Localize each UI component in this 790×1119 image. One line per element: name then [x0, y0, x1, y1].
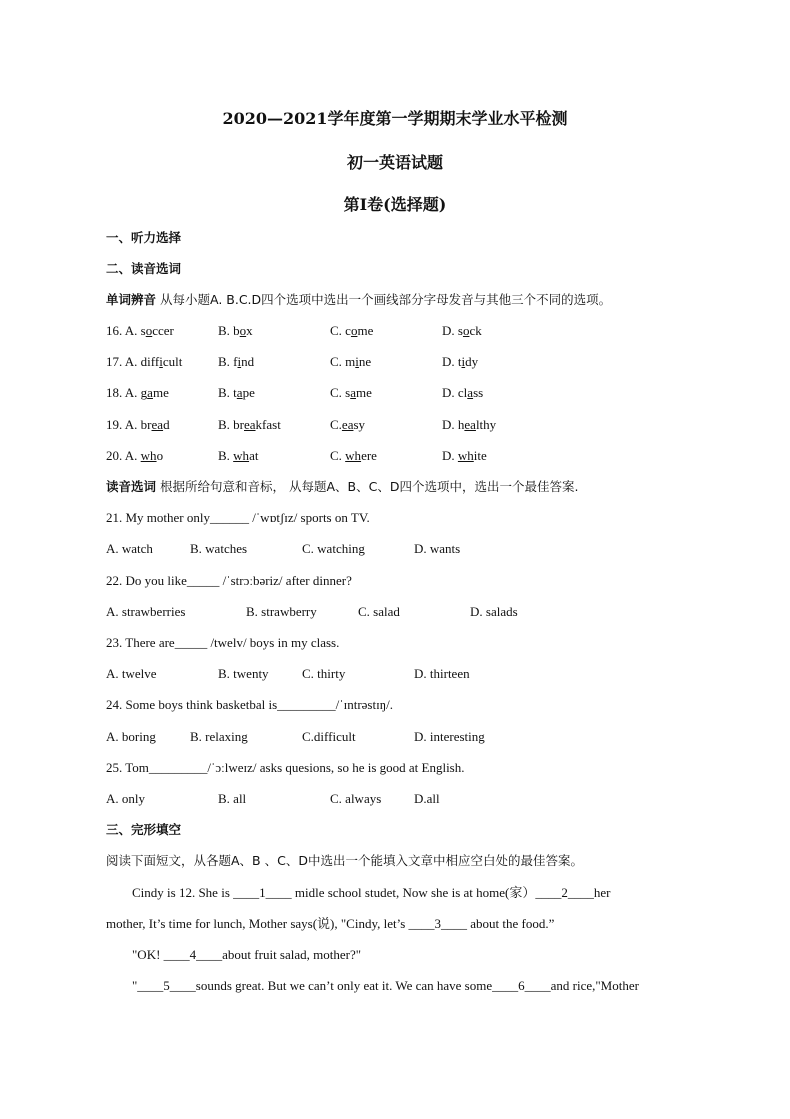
question-stem: 25. Tom_________/ˈɔːlweɪz/ asks quesions, so he is good at English. — [106, 760, 465, 775]
answer-option: B. watches — [190, 541, 248, 556]
word-part: cult — [162, 354, 183, 369]
word-part: br — [140, 417, 152, 432]
phonics-option-c — [330, 385, 372, 401]
phonics-option-a — [106, 385, 169, 401]
word-part: D. s — [442, 323, 463, 338]
answer-option: D. thirteen — [414, 666, 470, 681]
underlined-letters: ea — [244, 417, 256, 432]
reading-instruction-label: 读音选词 — [106, 479, 157, 494]
underlined-letters: a — [467, 385, 474, 400]
underlined-letters: a — [236, 385, 243, 400]
underlined-letters: o — [239, 323, 247, 338]
answer-option: A. strawberries — [106, 604, 186, 619]
word-part: at — [249, 448, 259, 463]
underlined-letters: ea — [464, 417, 476, 432]
passage-line: "____5____sounds great. But we can’t only eat it. We can have some____6____and rice,"Mother — [132, 978, 639, 993]
word-part: D. h — [442, 417, 465, 432]
answer-option: C. thirty — [302, 666, 346, 681]
answer-option: A. twelve — [106, 666, 157, 681]
phonics-option-b — [218, 417, 281, 433]
word-part: B. — [218, 448, 234, 463]
section-listening: 一、听力选择 — [106, 230, 182, 245]
question-number: 18. A. — [106, 385, 141, 400]
reading-instruction — [106, 479, 578, 495]
answer-option: D.all — [414, 791, 440, 806]
underlined-letters: wh — [140, 448, 157, 463]
word-part: C. m — [330, 354, 356, 369]
answer-option: B. strawberry — [246, 604, 317, 619]
word-part: s — [140, 323, 146, 338]
phonics-instruction — [106, 292, 611, 308]
word-part: diff — [140, 354, 160, 369]
phonics-option-a — [106, 417, 170, 433]
underlined-letters: ea — [151, 417, 164, 432]
answer-option: C. watching — [302, 541, 365, 556]
question-number: 19. A. — [106, 417, 141, 432]
answer-option: B. all — [218, 791, 247, 806]
word-part: sy — [353, 417, 366, 432]
underlined-letters: o — [462, 323, 470, 338]
word-part: C. — [330, 417, 342, 432]
answer-option: B. twenty — [218, 666, 269, 681]
word-part: me — [152, 385, 169, 400]
section-phonics: 二、读音选词 — [106, 261, 182, 276]
question-stem: 21. My mother only______ /ˈwɒtʃɪz/ sports on TV. — [106, 510, 370, 525]
word-part: ne — [358, 354, 372, 369]
answer-option: A. boring — [106, 729, 156, 744]
word-part: d — [163, 417, 170, 432]
word-part: B. t — [218, 385, 237, 400]
word-part: ck — [469, 323, 482, 338]
answer-option: A. only — [106, 791, 145, 806]
answer-option: D. salads — [470, 604, 518, 619]
word-part: dy — [465, 354, 479, 369]
phonics-option-b — [218, 385, 255, 401]
underlined-letters: i — [355, 354, 359, 369]
question-number: 17. A. — [106, 354, 141, 369]
phonics-option-d — [442, 417, 496, 433]
word-part: pe — [242, 385, 255, 400]
phonics-option-b — [218, 323, 253, 339]
underlined-letters: a — [147, 385, 153, 400]
phonics-option-c — [330, 417, 365, 433]
exam-subtitle: 初一英语试题 — [346, 153, 443, 172]
word-part: D. t — [442, 354, 462, 369]
phonics-option-b — [218, 448, 258, 464]
phonics-option-c — [330, 448, 377, 464]
word-part: x — [246, 323, 253, 338]
exam-title: 2020—2021学年度第一学期期末学业水平检测 — [222, 109, 568, 128]
word-part: B. f — [218, 354, 238, 369]
word-part: B. b — [218, 323, 240, 338]
paper-section-title: 第I卷(选择题) — [343, 195, 447, 214]
reading-instruction-text: 根据所给句意和音标， 从每题A、B、C、D四个选项中，选出一个最佳答案. — [156, 479, 579, 494]
question-number: 20. A. — [106, 448, 141, 463]
word-part: ss — [473, 385, 484, 400]
passage-line: mother, It’s time for lunch, Mother says(说), "Cindy, let’s ____3____ about the food.” — [106, 916, 555, 931]
phonics-option-a — [106, 323, 174, 339]
question-stem: 23. There are_____ /twelv/ boys in my class. — [106, 635, 340, 650]
phonics-option-d — [442, 323, 482, 339]
phonics-option-a — [106, 354, 182, 370]
word-part: o — [156, 448, 164, 463]
question-stem: 24. Some boys think basketbal is_________/ˈɪntrəstɪŋ/. — [106, 697, 393, 712]
section-cloze: 三、完形填空 — [106, 822, 182, 837]
underlined-letters: wh — [233, 448, 250, 463]
passage-line: "OK! ____4____about fruit salad, mother?" — [132, 947, 362, 962]
word-part: nd — [241, 354, 255, 369]
word-part: kfast — [255, 417, 281, 432]
phonics-option-c — [330, 323, 373, 339]
underlined-letters: i — [237, 354, 242, 369]
word-part: C. s — [330, 385, 351, 400]
phonics-option-a — [106, 448, 163, 464]
underlined-letters: o — [350, 323, 358, 338]
word-part: C. c — [330, 323, 351, 338]
answer-option: B. relaxing — [190, 729, 248, 744]
underlined-letters: ea — [341, 417, 354, 432]
phonics-option-c — [330, 354, 371, 370]
word-part: g — [140, 385, 148, 400]
word-part: D. — [442, 448, 458, 463]
underlined-letters: i — [461, 354, 466, 369]
phonics-option-d — [442, 385, 483, 401]
underlined-letters: o — [145, 323, 153, 338]
phonics-instruction-label: 单词辨音 — [106, 292, 157, 307]
underlined-letters: a — [350, 385, 357, 400]
answer-option: C. always — [330, 791, 382, 806]
question-number: 16. A. — [106, 323, 141, 338]
phonics-option-d — [442, 354, 478, 370]
word-part: ere — [361, 448, 377, 463]
passage-line: Cindy is 12. She is ____1____ midle school studet, Now she is at home(家）____2____her — [132, 885, 611, 900]
phonics-instruction-text: 从每小题A. B.C.D四个选项中选出一个画线部分字母发音与其他三个不同的选项。 — [156, 292, 612, 307]
word-part: me — [357, 323, 374, 338]
answer-option: D. interesting — [414, 729, 485, 744]
answer-option: D. wants — [414, 541, 461, 556]
answer-option: C. salad — [358, 604, 400, 619]
underlined-letters: wh — [345, 448, 362, 463]
word-part: C. — [330, 448, 346, 463]
word-part: ccer — [152, 323, 174, 338]
word-part: B. br — [218, 417, 244, 432]
phonics-option-d — [442, 448, 487, 464]
word-part: me — [356, 385, 372, 400]
word-part: ite — [473, 448, 487, 463]
answer-option: C.difficult — [302, 729, 356, 744]
word-part: D. cl — [442, 385, 468, 400]
underlined-letters: i — [159, 354, 163, 369]
answer-option: A. watch — [106, 541, 153, 556]
question-stem: 22. Do you like_____ /ˈstrɔːbəriz/ after dinner? — [106, 573, 352, 588]
cloze-instruction: 阅读下面短文，从各题A、B 、C、D中选出一个能填入文章中相应空白处的最佳答案。 — [106, 853, 583, 868]
word-part: lthy — [475, 417, 497, 432]
underlined-letters: wh — [457, 448, 474, 463]
phonics-option-b — [218, 354, 254, 370]
